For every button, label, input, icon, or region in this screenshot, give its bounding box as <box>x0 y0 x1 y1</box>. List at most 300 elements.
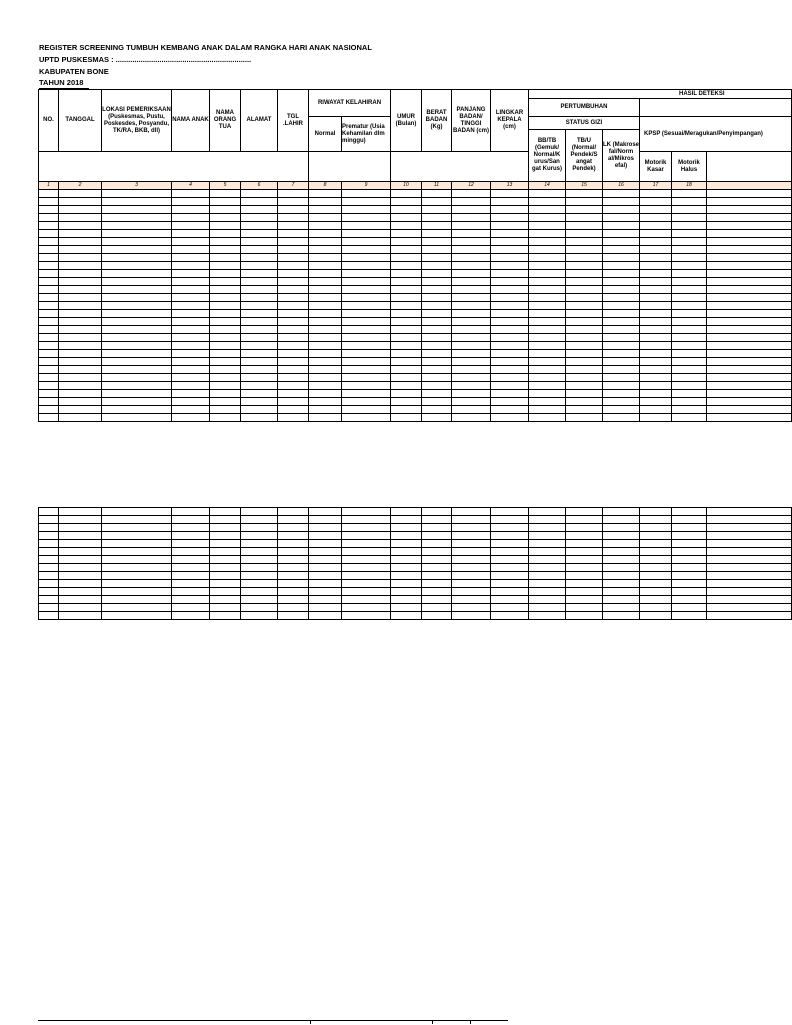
table-cell[interactable] <box>707 326 792 334</box>
table-cell[interactable] <box>672 580 707 588</box>
table-cell[interactable] <box>391 190 422 198</box>
table-cell[interactable] <box>491 198 529 206</box>
table-cell[interactable] <box>672 508 707 516</box>
table-cell[interactable] <box>707 286 792 294</box>
table-cell[interactable] <box>102 214 172 222</box>
table-cell[interactable] <box>278 556 309 564</box>
table-cell[interactable] <box>491 246 529 254</box>
table-cell[interactable] <box>309 342 342 350</box>
table-cell[interactable] <box>102 508 172 516</box>
table-cell[interactable] <box>640 532 672 540</box>
table-cell[interactable] <box>566 524 603 532</box>
table-cell[interactable] <box>210 556 241 564</box>
table-cell[interactable] <box>640 198 672 206</box>
table-cell[interactable] <box>707 270 792 278</box>
table-cell[interactable] <box>566 588 603 596</box>
table-cell[interactable] <box>640 238 672 246</box>
table-cell[interactable] <box>566 350 603 358</box>
table-cell[interactable] <box>172 214 210 222</box>
table-cell[interactable] <box>278 374 309 382</box>
table-cell[interactable] <box>603 532 640 540</box>
table-cell[interactable] <box>59 580 102 588</box>
table-cell[interactable] <box>640 580 672 588</box>
table-cell[interactable] <box>391 572 422 580</box>
table-cell[interactable] <box>566 398 603 406</box>
table-cell[interactable] <box>672 588 707 596</box>
table-cell[interactable] <box>529 612 566 620</box>
table-cell[interactable] <box>566 198 603 206</box>
table-cell[interactable] <box>172 254 210 262</box>
table-cell[interactable] <box>342 580 391 588</box>
table-cell[interactable] <box>422 366 452 374</box>
table-cell[interactable] <box>422 406 452 414</box>
table-cell[interactable] <box>452 230 491 238</box>
table-cell[interactable] <box>309 294 342 302</box>
table-cell[interactable] <box>566 318 603 326</box>
table-cell[interactable] <box>59 532 102 540</box>
table-cell[interactable] <box>422 206 452 214</box>
table-cell[interactable] <box>309 238 342 246</box>
table-cell[interactable] <box>566 190 603 198</box>
table-cell[interactable] <box>59 350 102 358</box>
table-cell[interactable] <box>491 524 529 532</box>
table-cell[interactable] <box>309 318 342 326</box>
table-cell[interactable] <box>529 270 566 278</box>
table-cell[interactable] <box>278 366 309 374</box>
table-cell[interactable] <box>529 190 566 198</box>
table-cell[interactable] <box>59 214 102 222</box>
table-cell[interactable] <box>452 604 491 612</box>
table-cell[interactable] <box>672 326 707 334</box>
table-cell[interactable] <box>672 222 707 230</box>
table-cell[interactable] <box>707 294 792 302</box>
table-cell[interactable] <box>529 390 566 398</box>
table-cell[interactable] <box>452 414 491 422</box>
table-cell[interactable] <box>309 532 342 540</box>
table-cell[interactable] <box>59 374 102 382</box>
table-cell[interactable] <box>102 548 172 556</box>
table-cell[interactable] <box>422 374 452 382</box>
table-cell[interactable] <box>452 270 491 278</box>
table-cell[interactable] <box>391 540 422 548</box>
table-cell[interactable] <box>391 414 422 422</box>
table-cell[interactable] <box>491 604 529 612</box>
table-cell[interactable] <box>391 508 422 516</box>
table-cell[interactable] <box>603 366 640 374</box>
table-cell[interactable] <box>342 508 391 516</box>
table-cell[interactable] <box>241 398 278 406</box>
table-cell[interactable] <box>452 294 491 302</box>
table-cell[interactable] <box>422 358 452 366</box>
table-cell[interactable] <box>529 358 566 366</box>
table-cell[interactable] <box>603 588 640 596</box>
table-cell[interactable] <box>640 596 672 604</box>
table-cell[interactable] <box>241 230 278 238</box>
table-cell[interactable] <box>529 326 566 334</box>
table-cell[interactable] <box>452 342 491 350</box>
table-cell[interactable] <box>210 548 241 556</box>
table-cell[interactable] <box>672 524 707 532</box>
table-cell[interactable] <box>342 374 391 382</box>
table-cell[interactable] <box>210 524 241 532</box>
table-cell[interactable] <box>39 516 59 524</box>
table-cell[interactable] <box>102 278 172 286</box>
table-cell[interactable] <box>309 254 342 262</box>
table-cell[interactable] <box>452 572 491 580</box>
table-cell[interactable] <box>59 556 102 564</box>
table-cell[interactable] <box>59 572 102 580</box>
table-cell[interactable] <box>39 588 59 596</box>
table-cell[interactable] <box>452 556 491 564</box>
table-cell[interactable] <box>342 588 391 596</box>
table-cell[interactable] <box>707 406 792 414</box>
table-cell[interactable] <box>39 564 59 572</box>
table-cell[interactable] <box>309 310 342 318</box>
table-cell[interactable] <box>210 286 241 294</box>
table-cell[interactable] <box>39 206 59 214</box>
table-cell[interactable] <box>102 334 172 342</box>
table-cell[interactable] <box>491 254 529 262</box>
table-cell[interactable] <box>39 302 59 310</box>
table-cell[interactable] <box>707 302 792 310</box>
table-cell[interactable] <box>707 588 792 596</box>
table-cell[interactable] <box>603 350 640 358</box>
table-cell[interactable] <box>210 342 241 350</box>
table-cell[interactable] <box>342 214 391 222</box>
table-cell[interactable] <box>422 294 452 302</box>
table-cell[interactable] <box>241 564 278 572</box>
table-cell[interactable] <box>309 382 342 390</box>
table-cell[interactable] <box>566 262 603 270</box>
table-cell[interactable] <box>529 508 566 516</box>
table-cell[interactable] <box>391 254 422 262</box>
table-cell[interactable] <box>603 302 640 310</box>
table-cell[interactable] <box>491 612 529 620</box>
table-cell[interactable] <box>707 358 792 366</box>
table-cell[interactable] <box>707 230 792 238</box>
table-cell[interactable] <box>278 406 309 414</box>
table-cell[interactable] <box>603 540 640 548</box>
table-cell[interactable] <box>278 310 309 318</box>
table-cell[interactable] <box>342 270 391 278</box>
table-cell[interactable] <box>172 190 210 198</box>
table-cell[interactable] <box>422 382 452 390</box>
table-cell[interactable] <box>391 548 422 556</box>
table-cell[interactable] <box>491 286 529 294</box>
table-cell[interactable] <box>491 214 529 222</box>
table-cell[interactable] <box>391 516 422 524</box>
table-cell[interactable] <box>278 270 309 278</box>
table-cell[interactable] <box>210 310 241 318</box>
table-cell[interactable] <box>603 390 640 398</box>
table-cell[interactable] <box>342 262 391 270</box>
table-cell[interactable] <box>241 612 278 620</box>
table-cell[interactable] <box>278 206 309 214</box>
table-cell[interactable] <box>278 318 309 326</box>
table-cell[interactable] <box>672 318 707 326</box>
table-cell[interactable] <box>309 334 342 342</box>
table-cell[interactable] <box>640 214 672 222</box>
table-cell[interactable] <box>309 572 342 580</box>
table-cell[interactable] <box>278 580 309 588</box>
table-cell[interactable] <box>39 350 59 358</box>
table-cell[interactable] <box>640 270 672 278</box>
table-cell[interactable] <box>342 564 391 572</box>
table-cell[interactable] <box>707 564 792 572</box>
table-cell[interactable] <box>309 230 342 238</box>
table-cell[interactable] <box>210 326 241 334</box>
table-cell[interactable] <box>529 206 566 214</box>
table-cell[interactable] <box>640 612 672 620</box>
table-cell[interactable] <box>278 294 309 302</box>
table-cell[interactable] <box>707 342 792 350</box>
table-cell[interactable] <box>529 604 566 612</box>
table-cell[interactable] <box>278 414 309 422</box>
table-cell[interactable] <box>59 612 102 620</box>
table-cell[interactable] <box>278 508 309 516</box>
table-cell[interactable] <box>707 278 792 286</box>
table-cell[interactable] <box>210 588 241 596</box>
table-cell[interactable] <box>309 390 342 398</box>
table-cell[interactable] <box>342 572 391 580</box>
table-cell[interactable] <box>452 206 491 214</box>
table-cell[interactable] <box>566 246 603 254</box>
table-cell[interactable] <box>309 190 342 198</box>
table-cell[interactable] <box>452 382 491 390</box>
table-cell[interactable] <box>672 596 707 604</box>
table-cell[interactable] <box>566 214 603 222</box>
table-cell[interactable] <box>566 278 603 286</box>
table-cell[interactable] <box>422 564 452 572</box>
table-cell[interactable] <box>603 342 640 350</box>
table-cell[interactable] <box>672 350 707 358</box>
table-cell[interactable] <box>210 190 241 198</box>
table-cell[interactable] <box>566 254 603 262</box>
table-cell[interactable] <box>422 524 452 532</box>
table-cell[interactable] <box>672 382 707 390</box>
table-cell[interactable] <box>342 406 391 414</box>
table-cell[interactable] <box>491 414 529 422</box>
table-cell[interactable] <box>172 390 210 398</box>
table-cell[interactable] <box>172 406 210 414</box>
table-cell[interactable] <box>603 310 640 318</box>
table-cell[interactable] <box>640 406 672 414</box>
table-cell[interactable] <box>640 278 672 286</box>
table-cell[interactable] <box>707 206 792 214</box>
table-cell[interactable] <box>640 206 672 214</box>
table-cell[interactable] <box>342 310 391 318</box>
table-cell[interactable] <box>707 572 792 580</box>
table-cell[interactable] <box>172 230 210 238</box>
table-cell[interactable] <box>172 326 210 334</box>
table-cell[interactable] <box>529 318 566 326</box>
table-cell[interactable] <box>452 238 491 246</box>
table-cell[interactable] <box>59 302 102 310</box>
table-cell[interactable] <box>241 294 278 302</box>
table-cell[interactable] <box>210 350 241 358</box>
table-cell[interactable] <box>59 206 102 214</box>
table-cell[interactable] <box>102 524 172 532</box>
table-cell[interactable] <box>707 262 792 270</box>
table-cell[interactable] <box>391 596 422 604</box>
table-cell[interactable] <box>707 222 792 230</box>
table-cell[interactable] <box>39 246 59 254</box>
table-cell[interactable] <box>529 580 566 588</box>
table-cell[interactable] <box>603 556 640 564</box>
table-cell[interactable] <box>210 398 241 406</box>
table-cell[interactable] <box>241 390 278 398</box>
table-cell[interactable] <box>422 580 452 588</box>
table-cell[interactable] <box>672 294 707 302</box>
table-cell[interactable] <box>210 532 241 540</box>
table-cell[interactable] <box>309 302 342 310</box>
table-cell[interactable] <box>672 254 707 262</box>
table-cell[interactable] <box>210 358 241 366</box>
table-cell[interactable] <box>640 588 672 596</box>
table-cell[interactable] <box>39 198 59 206</box>
table-cell[interactable] <box>241 262 278 270</box>
table-cell[interactable] <box>603 214 640 222</box>
table-cell[interactable] <box>102 310 172 318</box>
table-cell[interactable] <box>640 318 672 326</box>
table-cell[interactable] <box>241 206 278 214</box>
table-cell[interactable] <box>210 516 241 524</box>
table-cell[interactable] <box>491 302 529 310</box>
table-cell[interactable] <box>241 540 278 548</box>
table-cell[interactable] <box>452 374 491 382</box>
table-cell[interactable] <box>39 532 59 540</box>
table-cell[interactable] <box>566 604 603 612</box>
table-cell[interactable] <box>39 596 59 604</box>
table-cell[interactable] <box>529 198 566 206</box>
table-cell[interactable] <box>172 508 210 516</box>
table-cell[interactable] <box>566 572 603 580</box>
table-cell[interactable] <box>391 556 422 564</box>
table-cell[interactable] <box>566 294 603 302</box>
table-cell[interactable] <box>640 310 672 318</box>
table-cell[interactable] <box>422 508 452 516</box>
table-cell[interactable] <box>529 382 566 390</box>
table-cell[interactable] <box>707 382 792 390</box>
table-cell[interactable] <box>241 214 278 222</box>
table-cell[interactable] <box>172 262 210 270</box>
table-cell[interactable] <box>278 572 309 580</box>
table-cell[interactable] <box>707 548 792 556</box>
table-cell[interactable] <box>309 564 342 572</box>
table-cell[interactable] <box>422 270 452 278</box>
table-cell[interactable] <box>640 246 672 254</box>
table-cell[interactable] <box>59 596 102 604</box>
table-cell[interactable] <box>529 556 566 564</box>
table-cell[interactable] <box>210 206 241 214</box>
table-cell[interactable] <box>491 508 529 516</box>
table-cell[interactable] <box>452 612 491 620</box>
table-cell[interactable] <box>39 222 59 230</box>
table-cell[interactable] <box>640 516 672 524</box>
table-cell[interactable] <box>672 390 707 398</box>
table-cell[interactable] <box>172 516 210 524</box>
table-cell[interactable] <box>640 564 672 572</box>
table-cell[interactable] <box>102 374 172 382</box>
table-cell[interactable] <box>102 262 172 270</box>
table-cell[interactable] <box>566 222 603 230</box>
table-cell[interactable] <box>210 214 241 222</box>
table-cell[interactable] <box>491 572 529 580</box>
table-cell[interactable] <box>59 294 102 302</box>
table-cell[interactable] <box>529 230 566 238</box>
table-cell[interactable] <box>640 366 672 374</box>
table-cell[interactable] <box>603 294 640 302</box>
table-cell[interactable] <box>241 238 278 246</box>
table-cell[interactable] <box>59 540 102 548</box>
table-cell[interactable] <box>452 366 491 374</box>
table-cell[interactable] <box>102 294 172 302</box>
table-cell[interactable] <box>102 604 172 612</box>
table-cell[interactable] <box>102 382 172 390</box>
table-cell[interactable] <box>278 350 309 358</box>
table-cell[interactable] <box>452 532 491 540</box>
table-cell[interactable] <box>391 588 422 596</box>
table-cell[interactable] <box>278 214 309 222</box>
table-cell[interactable] <box>422 286 452 294</box>
table-cell[interactable] <box>391 342 422 350</box>
table-cell[interactable] <box>59 406 102 414</box>
table-cell[interactable] <box>342 294 391 302</box>
table-cell[interactable] <box>566 302 603 310</box>
table-cell[interactable] <box>603 382 640 390</box>
table-cell[interactable] <box>39 358 59 366</box>
table-cell[interactable] <box>342 278 391 286</box>
table-cell[interactable] <box>210 318 241 326</box>
table-cell[interactable] <box>241 334 278 342</box>
table-cell[interactable] <box>603 580 640 588</box>
table-cell[interactable] <box>452 246 491 254</box>
table-cell[interactable] <box>422 516 452 524</box>
table-cell[interactable] <box>603 270 640 278</box>
table-cell[interactable] <box>391 262 422 270</box>
table-cell[interactable] <box>491 270 529 278</box>
table-cell[interactable] <box>566 580 603 588</box>
table-cell[interactable] <box>342 358 391 366</box>
table-cell[interactable] <box>603 206 640 214</box>
table-cell[interactable] <box>172 286 210 294</box>
table-cell[interactable] <box>707 398 792 406</box>
table-cell[interactable] <box>39 190 59 198</box>
table-cell[interactable] <box>640 294 672 302</box>
table-cell[interactable] <box>529 262 566 270</box>
table-cell[interactable] <box>39 414 59 422</box>
table-cell[interactable] <box>391 286 422 294</box>
table-cell[interactable] <box>422 596 452 604</box>
table-cell[interactable] <box>210 604 241 612</box>
table-cell[interactable] <box>529 278 566 286</box>
table-cell[interactable] <box>529 406 566 414</box>
table-cell[interactable] <box>566 390 603 398</box>
table-cell[interactable] <box>59 278 102 286</box>
table-cell[interactable] <box>172 382 210 390</box>
table-cell[interactable] <box>59 366 102 374</box>
table-cell[interactable] <box>640 604 672 612</box>
table-cell[interactable] <box>452 286 491 294</box>
table-cell[interactable] <box>241 358 278 366</box>
table-cell[interactable] <box>39 342 59 350</box>
table-cell[interactable] <box>707 604 792 612</box>
table-cell[interactable] <box>422 222 452 230</box>
table-cell[interactable] <box>603 190 640 198</box>
table-cell[interactable] <box>241 318 278 326</box>
table-cell[interactable] <box>39 572 59 580</box>
table-cell[interactable] <box>672 262 707 270</box>
